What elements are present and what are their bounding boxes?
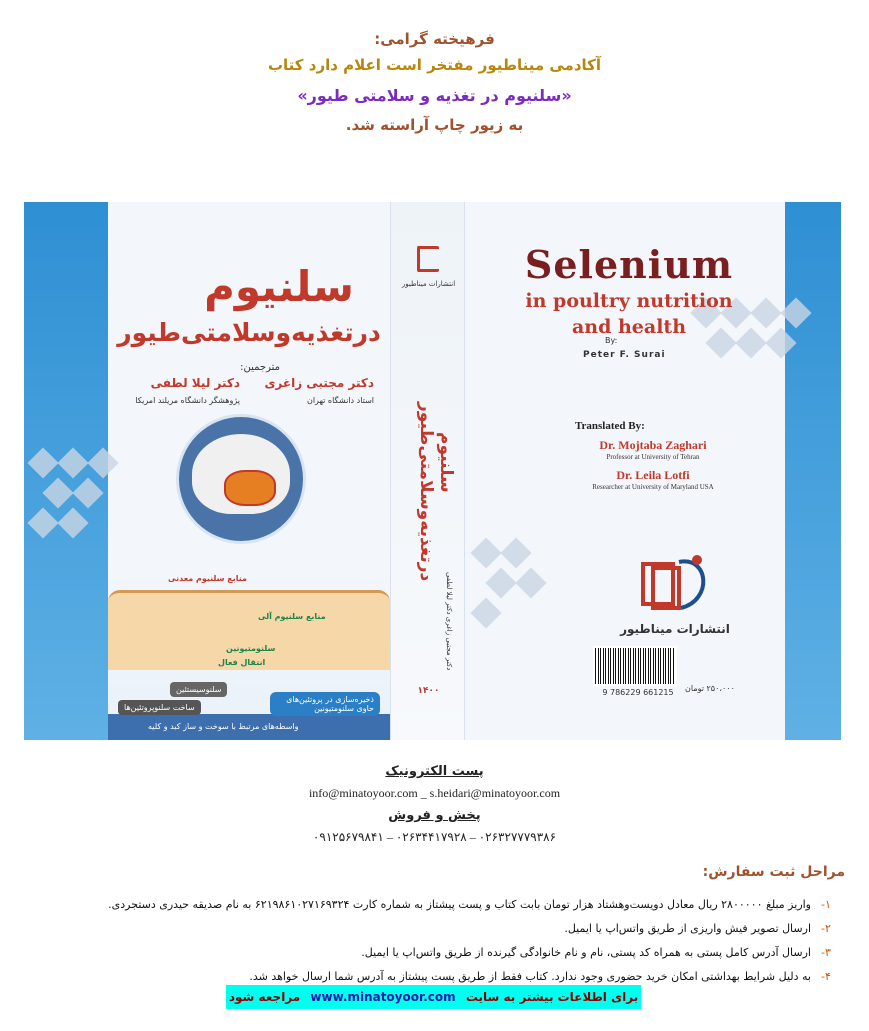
- translator-2-name: دکتر لیلا لطفی: [150, 376, 240, 390]
- phone-numbers: ۰۹۱۲۵۶۷۹۸۴۱ – ۰۲۶۳۴۴۱۷۹۲۸ – ۰۲۶۳۲۷۷۷۹۳۸۶: [312, 830, 557, 844]
- spine-title: سلنیوم درتغذیه‌وسلامتی‌طیور: [416, 402, 456, 582]
- step-text: ارسال تصویر فیش واریزی از طریق واتس‌اپ یا ایمیل.: [564, 921, 811, 935]
- book-cover-image: [24, 202, 841, 740]
- author-name: Peter F. Surai: [583, 350, 666, 360]
- label-selenomethionine: سلنومتیونین: [226, 644, 276, 653]
- translators-label: مترجمین:: [240, 362, 280, 373]
- en-translator-2-name: Dr. Leila Lotfi: [616, 468, 690, 482]
- isbn: 9 786229 661215: [602, 688, 674, 697]
- translator-2-aff: پژوهشگر دانشگاه مریلند امریکا: [135, 396, 240, 405]
- spine-publisher: انتشارات میناطیور: [401, 280, 456, 288]
- order-step: [15, 892, 845, 916]
- barcode-icon: [593, 646, 677, 686]
- cover-subtitle-en-1: in poultry nutrition: [525, 290, 733, 312]
- announcement-text: آکادمی میناطیور مفتخر است اعلام دارد کتاب: [267, 56, 602, 74]
- step-number: -۴: [821, 969, 831, 983]
- en-translator-1: [553, 438, 753, 461]
- order-step: [15, 916, 845, 940]
- storage-box: ذخیره‌سازی در پروتئین‌های حاوی سلنومتیونین: [270, 692, 380, 716]
- hen-organs-icon: [224, 470, 276, 506]
- book-spine: [390, 202, 465, 740]
- back-cover-en: [465, 202, 841, 740]
- blue-band-right: [785, 202, 841, 740]
- cover-subtitle-en-2: and health: [571, 316, 687, 338]
- en-translator-2: [553, 468, 753, 491]
- en-translator-1-aff: Professor at University of Tehran: [606, 453, 700, 461]
- announcement-end: به زیور چاپ آراسته شد.: [345, 116, 524, 134]
- step-number: -۱: [821, 897, 831, 911]
- en-translator-1-name: Dr. Mojtaba Zaghari: [599, 438, 707, 452]
- step-text: واریز مبلغ ۲۸۰۰۰۰۰ ریال معادل دویست‌وهشتاد هزار تومان بابت کتاب و پست پیشتاز به شماره کارت ۶۲۱۹۸۶۱۰۲۷۱۶۹۳۲۴ به نام صدیقه حیدری دستجردی.: [108, 897, 811, 911]
- selenoproteins-box: ساخت سلنوپروتئین‌ها: [118, 700, 201, 715]
- book-title-fa: «سلنیوم در تغذیه و سلامتی طیور»: [297, 86, 572, 105]
- site-suffix: مراجعه شود: [228, 990, 301, 1004]
- en-translator-2-aff: Researcher at University of Maryland USA: [592, 483, 714, 491]
- step-number: -۲: [821, 921, 831, 935]
- price: ۲۵۰،۰۰۰ تومان: [685, 684, 735, 693]
- order-steps: [15, 892, 845, 988]
- selenocysteine-box: سلنوسیستئین: [170, 682, 227, 697]
- translator-1: [254, 376, 374, 405]
- intestine-diagram: [108, 572, 390, 740]
- step-number: -۳: [821, 945, 831, 959]
- translator-1-aff: استاد دانشگاه تهران: [306, 396, 374, 405]
- label-bottom: واسطه‌های مرتبط با سوخت و ساز کبد و کلیه: [148, 722, 299, 731]
- step-text: ارسال آدرس کامل پستی به همراه کد پستی، نام و نام خانوادگی گیرنده از طریق واتس‌اپ یا ایمیل.: [361, 945, 811, 959]
- distribution-heading: پخش و فروش: [388, 808, 481, 823]
- email-heading: پست الکترونیک: [385, 764, 484, 779]
- announcement: [0, 30, 869, 142]
- cover-title-fa: سلنیوم: [204, 262, 354, 311]
- publisher-logo-icon: [637, 548, 715, 618]
- translated-by-label: Translated By:: [575, 420, 645, 432]
- spine-authors: دکتر مجتبی زاغری دکتر لیلا لطفی: [445, 572, 453, 671]
- publisher-logo-icon: [417, 246, 439, 272]
- translator-2: [120, 376, 240, 405]
- cover-title-en: Selenium: [524, 242, 734, 287]
- contact-info: [0, 764, 869, 852]
- front-cover-fa: [24, 202, 390, 740]
- by-label: By:: [605, 336, 618, 345]
- website-link[interactable]: www.minatoyoor.com: [310, 990, 456, 1004]
- order-title: مراحل ثبت سفارش:: [702, 864, 845, 880]
- website-note: [226, 985, 641, 1009]
- order-step: [15, 940, 845, 964]
- spine-year: ۱۴۰۰: [417, 686, 440, 696]
- label-active-transport: انتقال فعال: [218, 658, 266, 667]
- site-prefix: برای اطلاعات بیشتر به سایت: [465, 990, 639, 1004]
- label-source-food: منابع سلنیوم معدنی: [168, 574, 247, 583]
- label-source-org: منابع سلنیوم آلی: [258, 612, 326, 621]
- publisher-name: انتشارات میناطیور: [620, 622, 730, 636]
- translator-1-name: دکتر مجتبی زاغری: [264, 376, 374, 390]
- step-text: به دلیل شرایط بهداشتی امکان خرید حضوری وجود ندارد. کتاب فقط از طریق پست پیشتاز به آدرس شما ارسال خواهد شد.: [249, 969, 811, 983]
- cover-subtitle-fa: درتغذیه‌وسلامتی‌طیور: [117, 318, 381, 347]
- greeting: فرهیخته گرامی:: [374, 30, 495, 48]
- email-addresses[interactable]: info@minatoyoor.com _ s.heidari@minatoyoor.com: [308, 786, 561, 800]
